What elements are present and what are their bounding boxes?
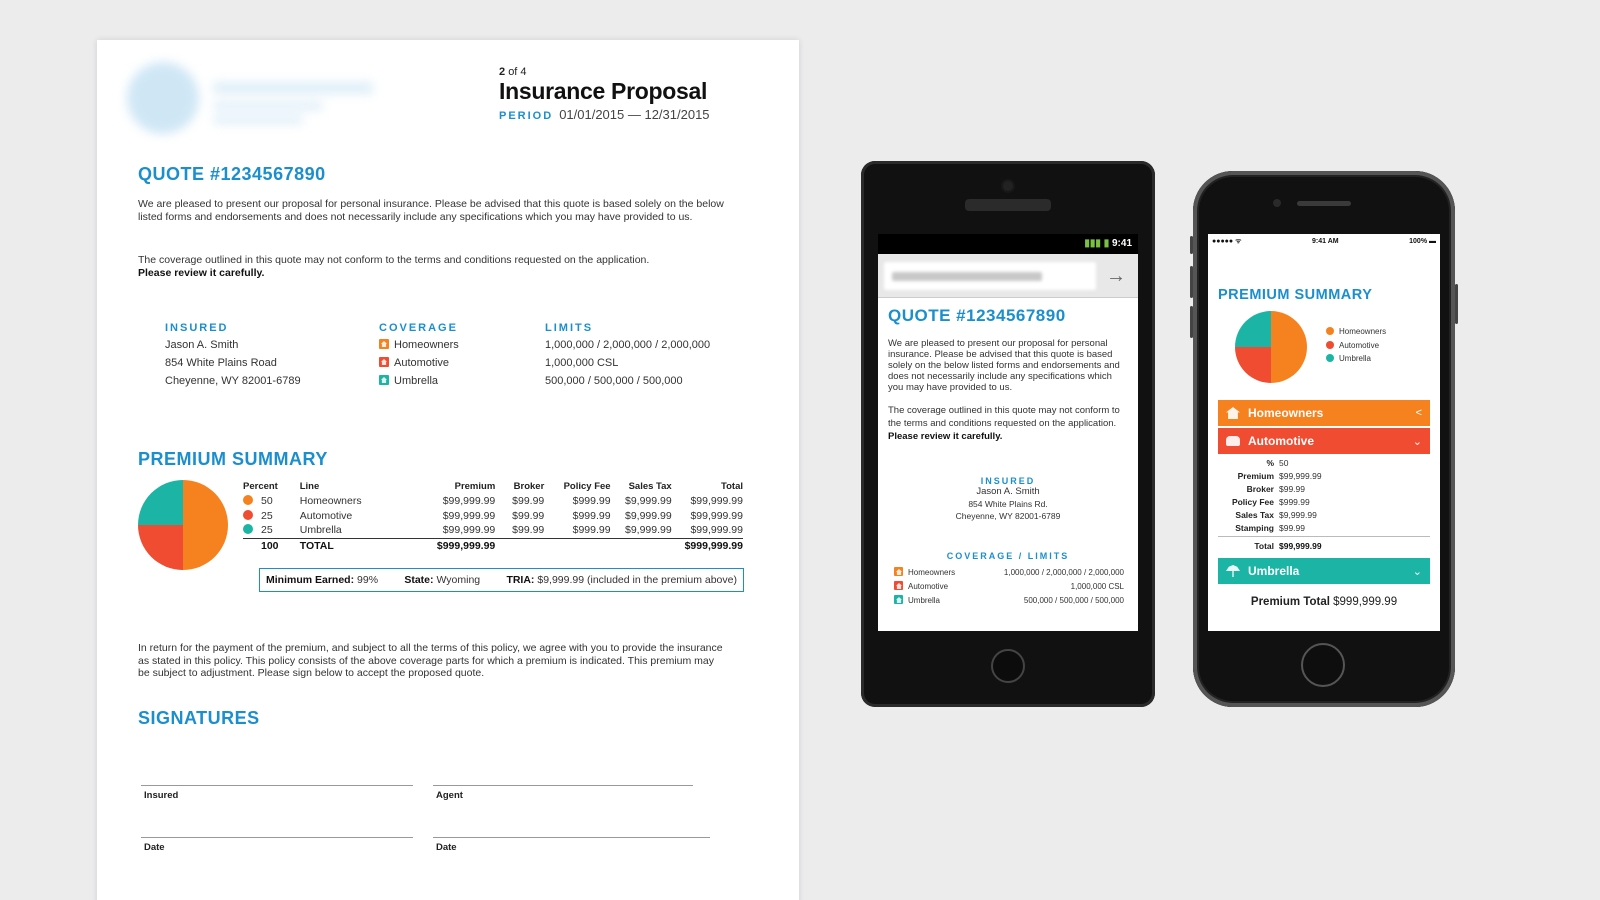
- pie-slice-automotive: [138, 525, 183, 570]
- home-button[interactable]: [1301, 643, 1345, 687]
- detail-row: Premium $99,999.99: [1237, 471, 1322, 481]
- camera-icon: [1003, 181, 1013, 191]
- android-status-bar: [878, 234, 1138, 254]
- signal-icon: ●●●●● ᯤ: [1212, 237, 1242, 245]
- list-item: Umbrella 500,000 / 500,000 / 500,000: [894, 594, 1124, 608]
- chevron-left-icon: <: [1415, 407, 1422, 419]
- go-arrow-icon[interactable]: →: [1106, 265, 1126, 287]
- signal-icon: ▮▮▮: [1084, 238, 1101, 249]
- detail-row: Policy Fee $999.99: [1231, 497, 1310, 507]
- accordion-label: Automotive: [1248, 434, 1314, 448]
- list-item: Automotive 1,000,000 CSL: [894, 580, 1124, 594]
- insured-address-2: Cheyenne, WY 82001-6789: [165, 375, 301, 387]
- insured-date-label: Date: [144, 842, 165, 853]
- battery-indicator: 100% ▬: [1409, 237, 1436, 245]
- list-item: Homeowners 1,000,000 / 2,000,000 / 2,000,000: [894, 566, 1124, 580]
- legend-item-umbrella: Umbrella: [1326, 352, 1386, 366]
- limit-homeowners: 1,000,000 / 2,000,000 / 2,000,000: [545, 339, 711, 351]
- col-policy-fee: Policy Fee: [563, 481, 611, 492]
- pie-legend: [1326, 325, 1386, 366]
- closing-paragraph: In return for the payment of the premium, and subject to all the terms of this policy, we agree with you to provide the insurance as stated in this policy. This policy consists of the above coverage parts for which a premium is indicated. This premium may be subject to adjustment. Please sign below to accept the proposed quote.: [138, 642, 723, 679]
- chevron-down-icon: ⌄: [1412, 435, 1422, 448]
- proposal-document: [97, 40, 799, 900]
- limits-heading: LIMITS: [545, 322, 594, 334]
- pie-slice-umbrella: [1235, 311, 1271, 347]
- pie-slice-automotive: [1235, 347, 1271, 383]
- intro-paragraph: We are pleased to present our proposal for personal insurance. Please be advised that this quote is based solely on the below listed forms and endorsements and does not necessarily include any specifications which you may have provided to us.: [138, 198, 724, 223]
- chevron-down-icon: ⌄: [1412, 565, 1422, 578]
- house-icon: [894, 567, 903, 576]
- battery-icon: ▬: [1429, 237, 1436, 245]
- page-indicator: 2 of 4: [499, 66, 527, 78]
- legend-dot: [1326, 341, 1334, 349]
- insured-heading: INSURED: [165, 322, 229, 334]
- intro-paragraph: We are pleased to present our proposal for personal insurance. Please be advised that this quote is based solely on the below listed forms and endorsements and does not necessarily include any specifications which you may have provided to us.: [888, 338, 1120, 393]
- android-phone: [861, 161, 1155, 707]
- speaker-grille: [965, 199, 1051, 211]
- coverage-paragraph: The coverage outlined in this quote may not conform to the terms and conditions requested on the application. Please review it carefully.: [888, 405, 1120, 442]
- url-input[interactable]: [884, 262, 1096, 290]
- legend-item-homeowners: Homeowners: [1326, 325, 1386, 339]
- coverage-limits-heading: COVERAGE / LIMITS: [946, 551, 1070, 561]
- accordion-homeowners[interactable]: [1218, 400, 1430, 426]
- premium-summary-heading: PREMIUM SUMMARY: [138, 449, 328, 469]
- coverage-homeowners: Homeowners: [379, 336, 459, 354]
- android-screen: [878, 254, 1138, 631]
- coverage-list: [894, 566, 1124, 608]
- detail-row: Stamping $99.99: [1235, 523, 1305, 533]
- table-total-row: 100 TOTAL $999,999.99 $999,999.99: [243, 538, 743, 553]
- legend-dot: [1326, 327, 1334, 335]
- detail-row: Sales Tax $9,999.99: [1235, 510, 1317, 520]
- speaker-grille: [1297, 201, 1351, 206]
- quote-heading: QUOTE #1234567890: [138, 164, 326, 184]
- ios-status-bar: [1208, 234, 1440, 248]
- car-icon: [379, 357, 389, 367]
- iphone: [1193, 171, 1455, 707]
- pie-slice-homeowners: [183, 480, 228, 570]
- legend-item-automotive: Automotive: [1326, 339, 1386, 353]
- umbrella-icon: [379, 375, 389, 385]
- signatures-heading: SIGNATURES: [138, 708, 260, 728]
- house-icon: [379, 339, 389, 349]
- premium-pie-chart: [138, 480, 228, 570]
- limits-block: [545, 322, 710, 390]
- insured-address-1: 854 White Plains Rd.: [968, 499, 1048, 509]
- agent-date-label: Date: [436, 842, 457, 853]
- accordion-label: Umbrella: [1248, 564, 1300, 578]
- pie-slice-umbrella: [138, 480, 183, 525]
- iphone-screen: [1208, 234, 1440, 631]
- insured-block: [165, 322, 301, 390]
- col-broker: Broker: [513, 481, 545, 492]
- table-row: 25 Umbrella $99,999.99 $99.99 $999.99 $9,999.99 $99,999.99: [243, 523, 743, 538]
- battery-icon: ▮: [1103, 238, 1110, 249]
- coverage-umbrella: Umbrella: [379, 372, 459, 390]
- insured-address-1: 854 White Plains Road: [165, 357, 277, 369]
- car-icon: [894, 581, 903, 590]
- policy-terms-box: Minimum Earned: 99% State: Wyoming TRIA: $9,999.99 (included in the premium above): [259, 568, 744, 592]
- status-time: 9:41 AM: [1312, 237, 1339, 245]
- table-row: 25 Automotive $99,999.99 $99.99 $999.99 $9,999.99 $99,999.99: [243, 508, 743, 523]
- insured-signature-line[interactable]: [141, 785, 413, 786]
- coverage-heading: COVERAGE: [379, 322, 458, 334]
- premium-summary-heading: PREMIUM SUMMARY: [1218, 287, 1373, 303]
- detail-row: Broker $99.99: [1246, 484, 1305, 494]
- coverage-automotive: Automotive: [379, 354, 459, 372]
- premium-total: Premium Total $999,999.99: [1250, 596, 1398, 608]
- col-sales-tax: Sales Tax: [628, 481, 672, 492]
- premium-table: [243, 480, 743, 553]
- detail-total-row: Total $99,999.99: [1254, 541, 1322, 551]
- col-line: Line: [299, 481, 320, 492]
- legend-dot: [243, 495, 253, 505]
- limit-automotive: 1,000,000 CSL: [545, 357, 619, 369]
- col-percent: Percent: [243, 481, 278, 492]
- limit-umbrella: 500,000 / 500,000 / 500,000: [545, 375, 683, 387]
- home-button[interactable]: [991, 649, 1025, 683]
- insured-block: [878, 476, 1138, 522]
- table-header-row: [243, 480, 743, 493]
- insured-heading: INSURED: [980, 476, 1036, 486]
- accordion-automotive[interactable]: [1218, 428, 1430, 454]
- pie-slice-homeowners: [1271, 311, 1307, 383]
- premium-pie-chart: [1235, 311, 1307, 383]
- house-icon: [1226, 407, 1240, 419]
- accordion-umbrella[interactable]: [1218, 558, 1430, 584]
- divider: [1218, 536, 1430, 537]
- address-bar: [878, 254, 1138, 298]
- car-icon: [1226, 436, 1240, 446]
- power-button: [1455, 284, 1458, 324]
- agent-signature-label: Agent: [436, 790, 463, 801]
- accordion-label: Homeowners: [1248, 406, 1324, 420]
- period-range: PERIOD 01/01/2015 — 12/31/2015: [499, 107, 710, 122]
- table-row: 50 Homeowners $99,999.99 $99.99 $999.99 $9,999.99 $99,999.99: [243, 493, 743, 508]
- col-premium: Premium: [454, 481, 496, 492]
- insured-address-2: Cheyenne, WY 82001-6789: [955, 511, 1061, 521]
- legend-dot: [243, 524, 253, 534]
- camera-icon: [1273, 199, 1281, 207]
- coverage-block: [379, 322, 459, 390]
- status-time: 9:41: [1111, 238, 1132, 249]
- umbrella-icon: [1226, 565, 1240, 577]
- quote-heading: QUOTE #1234567890: [888, 306, 1066, 325]
- umbrella-icon: [894, 595, 903, 604]
- company-logo: [127, 62, 387, 142]
- legend-dot: [243, 510, 253, 520]
- insured-name: Jason A. Smith: [976, 486, 1040, 497]
- insured-signature-label: Insured: [144, 790, 179, 801]
- agent-signature-line[interactable]: [433, 785, 693, 786]
- legend-dot: [1326, 354, 1334, 362]
- col-total: Total: [721, 481, 743, 492]
- coverage-paragraph: The coverage outlined in this quote may not conform to the terms and conditions requested on the application. Please review it carefully.: [138, 254, 650, 279]
- agent-date-line[interactable]: [433, 837, 710, 838]
- detail-row: % 50: [1266, 458, 1289, 468]
- document-title: Insurance Proposal: [499, 78, 708, 104]
- insured-date-line[interactable]: [141, 837, 413, 838]
- insured-name: Jason A. Smith: [165, 339, 239, 351]
